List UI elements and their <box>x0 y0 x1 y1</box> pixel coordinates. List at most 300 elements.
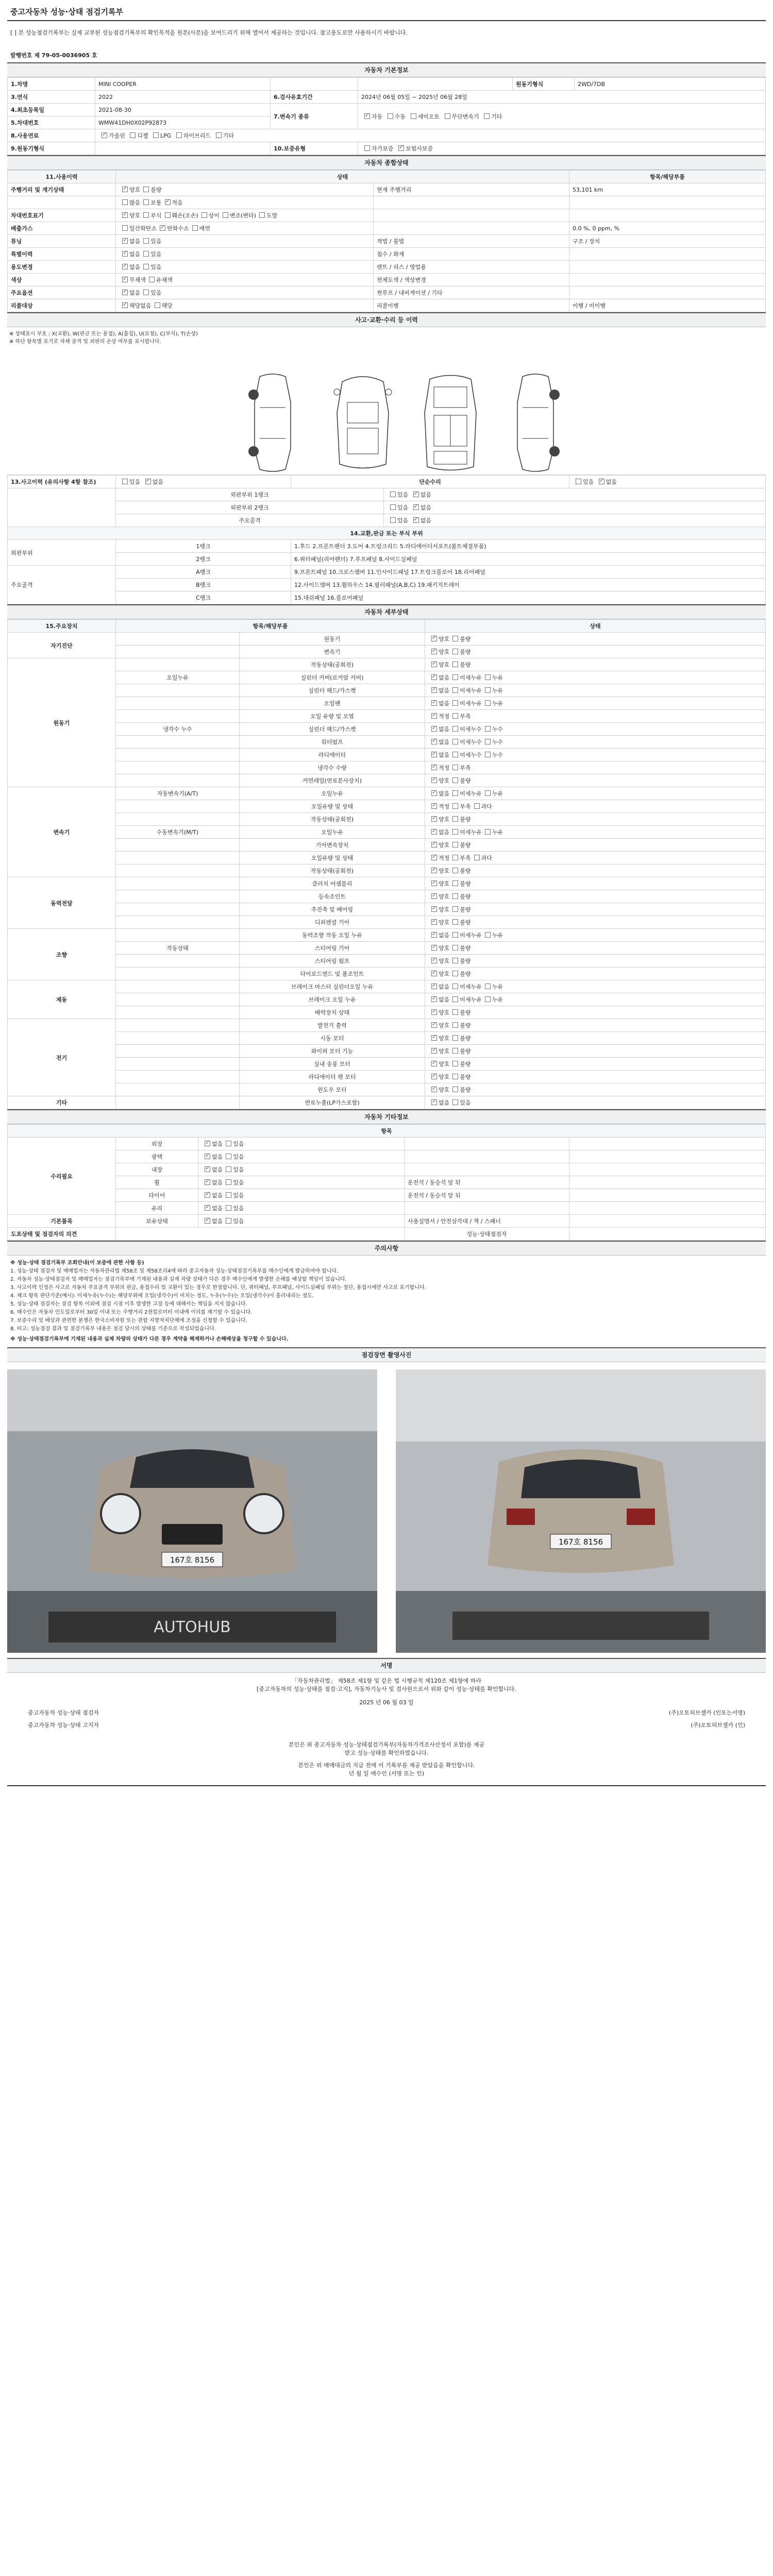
overall-row-options: ✓ 없음 있음 <box>116 286 374 299</box>
accident-table <box>7 475 766 604</box>
table-row: 기어변속장치 ✓ 양호 불량 <box>8 839 766 852</box>
checkbox <box>452 713 458 719</box>
overall-row-label: 용도변경 <box>8 261 116 274</box>
checkbox <box>165 212 171 218</box>
table-row: 수동변속기(M/T) 오일누유 ✓ 없음 미세누유 누유 <box>8 826 766 839</box>
table-row: 변속기 자동변속기(A/T) 오일누유 ✓ 없음 미세누유 누유 <box>8 787 766 800</box>
checkbox-checked <box>205 1205 210 1211</box>
checkbox-checked <box>364 113 370 119</box>
checkbox-checked <box>205 1218 210 1224</box>
checkbox <box>452 984 458 989</box>
checkbox <box>226 1141 231 1146</box>
table-row: 제동 브레이크 마스터 실린더오일 누유 ✓ 없음 미세누유 누유 <box>8 980 766 993</box>
table-row: 외판부위 1랭크 1.후드 2.프론트펜더 3.도어 4.트렁크리드 5.라디에이터서포트(볼트체결부품) <box>8 540 766 553</box>
table-row: 오일팬 ✓ 없음 미세누유 누유 <box>8 697 766 710</box>
table-row: 용도변경 ✓ 없음 있음 렌트 / 리스 / 영업용 <box>8 261 766 274</box>
table-row: 배출가스 일산화탄소✓ 탄화수소 매연 0.0 %, 0 ppm, % <box>8 222 766 235</box>
table-row <box>8 476 766 488</box>
section-details-header: 자동차 세부상태 <box>7 604 766 619</box>
checkbox-checked <box>205 1141 210 1146</box>
transmission-options: ✓ 자동 수동 세미오토 무단변속기 기타 <box>358 104 766 129</box>
checkbox <box>452 893 458 899</box>
details-row-options: ✓ 없음 미세누유 누유 <box>425 684 766 697</box>
front-photo <box>7 1369 377 1653</box>
overall-row-label: 주요옵션 <box>8 286 116 299</box>
table-row: 타이어 ✓ 없음 있음 운전석 / 동승석 앞 뒤 <box>8 1189 766 1202</box>
overall-row-label: 색상 <box>8 274 116 286</box>
table-row: 외판부위 2랭크 있음 ✓없음 <box>8 501 766 514</box>
overall-body <box>8 183 766 312</box>
checkbox-checked <box>431 958 437 963</box>
table-row: 브레이크 오일 누유 ✓ 없음 미세누유 누유 <box>8 993 766 1006</box>
checkbox-checked <box>431 1087 437 1092</box>
checkbox-checked <box>122 264 128 269</box>
checkbox <box>153 132 159 138</box>
details-row-options: ✓ 양호 불량 <box>425 633 766 646</box>
checkbox <box>149 277 155 282</box>
basic-label-validity: 6.검사유효기간 <box>271 91 358 104</box>
details-row-options: ✓ 양호 불량 <box>425 890 766 903</box>
details-row-options: ✓ 적정 부족 <box>425 761 766 774</box>
checkbox <box>452 765 458 770</box>
checkbox <box>143 290 149 295</box>
section-other-header: 자동차 기타정보 <box>7 1109 766 1124</box>
basic-label-engine: 원동기형식 <box>513 78 575 91</box>
checkbox <box>226 1179 231 1185</box>
checkbox <box>485 739 491 744</box>
overall-row-label: 주행거리 및 계기상태 <box>8 183 116 196</box>
overall-row-options: ✓ 없음 있음 <box>116 235 374 248</box>
simple-repair-options: 있음 ✓ 없음 <box>569 476 766 488</box>
inspector-opinion-label: 도포상태 및 점검자의 의견 <box>8 1228 116 1241</box>
checkbox-checked <box>431 1035 437 1041</box>
checkbox <box>452 726 458 732</box>
details-row-options: ✓ 양호 불량 <box>425 1019 766 1032</box>
table-row: 오일누유 실린더 커버(로커암 커버) ✓ 없음 미세누유 누유 <box>8 671 766 684</box>
table-row: 주요골격 있음 ✓없음 <box>8 514 766 527</box>
table-row: 리콜대상 ✓ 해당없음 해당 리콜이행 이행 / 미이행 <box>8 299 766 312</box>
checkbox-checked <box>431 868 437 873</box>
table-row: 추진축 및 베어링 ✓ 양호 불량 <box>8 903 766 916</box>
checkbox-checked <box>122 187 128 192</box>
details-row-options: ✓ 없음 미세누수 누수 <box>425 736 766 749</box>
checkbox-checked <box>431 906 437 912</box>
rear-photo <box>396 1369 766 1653</box>
warranty-options: 자가보증 ✓ 보험사보증 <box>358 142 766 155</box>
details-row-options: ✓ 양호 불량 <box>425 1045 766 1058</box>
document <box>7 0 766 1786</box>
overall-row-label: 배출가스 <box>8 222 116 235</box>
checkbox <box>452 1035 458 1041</box>
details-row-options: ✓ 적정 부족 과다 <box>425 852 766 865</box>
section-accident-header: 사고·교환·수리 등 이력 <box>7 312 766 327</box>
basic-label-vin: 5.차대번호 <box>8 116 95 129</box>
other-row-options: ✓ 없음 있음 <box>198 1189 405 1202</box>
checkbox <box>226 1154 231 1159</box>
other-row-options: ✓ 없음 있음 <box>198 1150 405 1163</box>
table-row: 외판부위 1랭크 있음 ✓없음 <box>8 488 766 501</box>
checkbox-checked <box>431 777 437 783</box>
checkbox <box>452 1099 458 1105</box>
table-row <box>8 104 766 116</box>
simple-repair-label: 단순수리 <box>291 476 569 488</box>
other-row-options: ✓ 없음 있음 <box>198 1215 405 1228</box>
basic-value-vin: WMW41DH0X02P92873 <box>95 116 271 129</box>
checkbox <box>388 113 393 119</box>
table-row: 실린더 헤드/가스켓 ✓ 없음 미세누유 누유 <box>8 684 766 697</box>
checkbox <box>143 187 149 192</box>
basic-value-engine: 2WD/7DB <box>575 78 766 91</box>
checkbox-checked <box>431 842 437 848</box>
table-row: 작동상태(공회전) ✓ 양호 불량 <box>8 865 766 877</box>
car-top-front-icon <box>327 371 399 474</box>
checkbox-checked <box>160 225 165 231</box>
car-top-rear-icon <box>414 371 486 474</box>
table-row: 전기 발전기 출력 ✓ 양호 불량 <box>8 1019 766 1032</box>
notice-text: [ ] 본 성능점검기록부는 실제 교부된 성능점검기록부의 확인목적을 원본(사본)을 보여드리기 위해 열어서 제공하는 것입니다. 참고용도로만 사용하시기 바랍니다. <box>10 29 408 36</box>
fuel-options: ✓ 가솔린 디젤 LPG 하이브리드 기타 <box>95 129 766 142</box>
basic-value-first-reg: 2021-08-30 <box>95 104 271 116</box>
checkbox <box>452 996 458 1002</box>
checkbox-checked <box>431 829 437 835</box>
table-row: 오일 유량 및 오염 ✓ 적정 부족 <box>8 710 766 723</box>
checkbox-checked <box>431 932 437 938</box>
table-row: 라디에이터 팬 모터 ✓ 양호 불량 <box>8 1071 766 1083</box>
details-row-options: ✓ 양호 불량 <box>425 865 766 877</box>
checkbox-checked <box>431 1009 437 1015</box>
overall-row-label: 튜닝 <box>8 235 116 248</box>
table-row: 기본품목 보유상태 ✓ 없음 있음 사용설명서 / 안전삼각대 / 잭 / 스패너 <box>8 1215 766 1228</box>
checkbox <box>485 829 491 835</box>
checkbox-checked <box>431 919 437 925</box>
details-group-label: 전기 <box>8 1019 116 1096</box>
overall-table <box>7 170 766 312</box>
basic-label-first-reg: 4.최초등록일 <box>8 104 95 116</box>
table-row: 동력전달 클러치 어셈블리 ✓ 양호 불량 <box>8 877 766 890</box>
checkbox <box>474 855 480 860</box>
checkbox-checked <box>122 302 128 308</box>
table-row <box>8 78 766 91</box>
table-row: 튜닝 ✓ 없음 있음 적법 / 불법 구조 / 장치 <box>8 235 766 248</box>
checkbox <box>452 739 458 744</box>
table-row: 작동상태(공회전) ✓ 양호 불량 <box>8 813 766 826</box>
checkbox <box>216 132 222 138</box>
checkbox <box>452 649 458 654</box>
checkbox-checked <box>431 649 437 654</box>
checkbox-checked <box>122 212 128 218</box>
checkbox-checked <box>431 700 437 706</box>
table-row: 자기진단 원동기 ✓ 양호 불량 <box>8 633 766 646</box>
overall-row-label: 특별이력 <box>8 248 116 261</box>
checkbox <box>452 1074 458 1079</box>
checkbox-checked <box>122 290 128 295</box>
buyer-signature-line: 년 월 일 매수인 (서명 또는 인) <box>348 1770 425 1777</box>
checkbox-checked <box>122 251 128 257</box>
checkbox <box>445 113 450 119</box>
checkbox <box>452 687 458 693</box>
overall-row-options: ✓ 해당없음 해당 <box>116 299 374 312</box>
car-diagram <box>7 346 766 475</box>
table-row: 내장 ✓ 없음 있음 <box>8 1163 766 1176</box>
checkbox-checked <box>431 803 437 809</box>
table-row <box>8 209 766 222</box>
photo-row <box>7 1362 766 1658</box>
table-row: 와이퍼 모터 기능 ✓ 양호 불량 <box>8 1045 766 1058</box>
checkbox <box>452 674 458 680</box>
table-row: B랭크 12.사이드멤버 13.휠하우스 14.필러패널(A,B,C) 19.패키지트레이 <box>8 579 766 591</box>
details-group-label: 동력전달 <box>8 877 116 929</box>
overall-row-label <box>8 196 116 209</box>
checkbox-checked <box>122 238 128 244</box>
legend: ※ 상태표시 부호 : X(교환), W(판금 또는 용접), A(흠집), U(요철), C(부식), T(손상) ※ 하단 항목별 표기로 차체 골격 및 외판의 손상 여부를 표시합니다. <box>9 331 198 345</box>
checkbox-checked <box>122 277 128 282</box>
table-row: 작동상태 스티어링 기어 ✓ 양호 불량 <box>8 942 766 955</box>
checkbox <box>452 842 458 848</box>
checkbox-checked <box>431 726 437 732</box>
details-table <box>7 619 766 1109</box>
checkbox-checked <box>431 855 437 860</box>
checkbox-checked <box>431 893 437 899</box>
basic-value-year: 2022 <box>95 91 271 104</box>
checkbox <box>192 225 198 231</box>
table-row: 도포상태 및 점검자의 의견 성능·상태점검자 <box>8 1228 766 1241</box>
checkbox <box>143 212 149 218</box>
checkbox-checked <box>431 1048 437 1054</box>
details-row-options: ✓ 없음 미세누수 누수 <box>425 723 766 736</box>
table-header-row: 11.사용이력 상태 항목/해당부품 <box>8 171 766 183</box>
table-row: 특별이력 ✓ 없음 있음 침수 / 화재 <box>8 248 766 261</box>
checkbox <box>484 113 490 119</box>
basic-label-warranty: 10.보증유형 <box>271 142 358 155</box>
details-row-options: ✓ 없음 미세누유 누유 <box>425 826 766 839</box>
checkbox <box>452 958 458 963</box>
checkbox <box>226 1218 231 1224</box>
checkbox <box>485 790 491 796</box>
checkbox-checked <box>431 765 437 770</box>
table-row: 워터펌프 ✓ 없음 미세누수 누수 <box>8 736 766 749</box>
overall-row-options: ✓ 양호 부식 훼손(오손) 상이 변조(변타) 도말 <box>116 209 374 222</box>
checkbox <box>452 777 458 783</box>
checkbox <box>364 145 370 151</box>
basic-info-table <box>7 77 766 155</box>
checkbox <box>452 906 458 912</box>
accident-history-label: 13.사고이력 (유의사항 4항 참조) <box>8 476 116 488</box>
checkbox-checked <box>431 674 437 680</box>
outer-parts-label: 14.교환,판금 또는 부식 부위 <box>8 527 766 540</box>
checkbox <box>452 945 458 951</box>
table-row: 색상 ✓ 무채색 유채색 전체도색 / 색상변경 <box>8 274 766 286</box>
table-row <box>8 142 766 155</box>
checkbox-checked <box>431 1074 437 1079</box>
table-row: 수리필요 외장 ✓ 없음 있음 <box>8 1138 766 1150</box>
table-row: 냉각수 수량 ✓ 적정 부족 <box>8 761 766 774</box>
checkbox-checked <box>165 199 171 205</box>
checkbox-checked <box>431 971 437 976</box>
details-row-options: ✓ 양호 불량 <box>425 1006 766 1019</box>
details-row-options: ✓ 양호 불량 <box>425 646 766 658</box>
basic-label-fuel: 8.사용연료 <box>8 129 95 142</box>
table-row: 주행거리 및 계기상태 ✓ 양호 불량 현재 주행거리 53,101 km <box>8 183 766 196</box>
basic-label-year: 3.연식 <box>8 91 95 104</box>
table-row <box>8 129 766 142</box>
table-row: 기타 연료누출(LP가스포함) ✓ 없음 있음 <box>8 1096 766 1109</box>
table-row <box>8 196 766 209</box>
table-row: 휠 ✓ 없음 있음 운전석 / 동승석 앞 뒤 <box>8 1176 766 1189</box>
checkbox <box>452 1061 458 1066</box>
checkbox <box>485 932 491 938</box>
section-photos-header: 점검장면 촬영사진 <box>7 1347 766 1362</box>
checkbox <box>452 803 458 809</box>
checkbox <box>485 687 491 693</box>
details-row-options: ✓ 없음 미세누수 누수 <box>425 749 766 761</box>
checkbox-checked <box>431 1022 437 1028</box>
details-row-options: ✓ 양호 불량 <box>425 658 766 671</box>
document-title: 중고자동차 성능·상태 점검기록부 <box>7 0 766 21</box>
other-body <box>8 1138 766 1228</box>
checkbox-checked <box>431 816 437 822</box>
overall-row-label: 리콜대상 <box>8 299 116 312</box>
table-row: 디퍼렌셜 기어 ✓ 양호 불량 <box>8 916 766 929</box>
checkbox <box>485 984 491 989</box>
checkbox <box>485 996 491 1002</box>
checkbox-checked <box>431 687 437 693</box>
checkbox <box>223 212 228 218</box>
table-row: 주요골격 A랭크 9.프론트패널 10.크로스멤버 11.인사이드패널 17.트렁크플로어 18.리어패널 <box>8 566 766 579</box>
details-row-options: ✓ 양호 불량 <box>425 942 766 955</box>
basic-label-motor: 9.원동기형식 <box>8 142 95 155</box>
checkbox-checked <box>205 1166 210 1172</box>
details-row-options: ✓ 양호 불량 <box>425 903 766 916</box>
other-row-options: ✓ 없음 있음 <box>198 1163 405 1176</box>
other-row-options: ✓ 없음 있음 <box>198 1176 405 1189</box>
other-row-options: ✓ 없음 있음 <box>198 1138 405 1150</box>
checkbox <box>452 816 458 822</box>
checkbox <box>485 674 491 680</box>
details-group-label: 제동 <box>8 980 116 1019</box>
checkbox <box>452 1009 458 1015</box>
checkbox <box>452 855 458 860</box>
details-row-options: ✓ 없음 미세누유 누유 <box>425 980 766 993</box>
overall-row-label: 차대번호표기 <box>8 209 116 222</box>
checkbox <box>130 132 136 138</box>
details-row-options: ✓ 양호 불량 <box>425 1083 766 1096</box>
table-row: 주요옵션 ✓ 없음 있음 썬루프 / 내비게이션 / 기타 <box>8 286 766 299</box>
checkbox <box>452 919 458 925</box>
checkbox-checked <box>431 636 437 641</box>
details-row-options: ✓ 양호 불량 <box>425 1058 766 1071</box>
checkbox <box>452 829 458 835</box>
details-row-options: ✓ 양호 불량 <box>425 813 766 826</box>
table-row: 원동기 작동상태(공회전) ✓ 양호 불량 <box>8 658 766 671</box>
table-row: 윈도우 모터 ✓ 양호 불량 <box>8 1083 766 1096</box>
checkbox <box>452 636 458 641</box>
details-row-options: ✓ 양호 불량 <box>425 774 766 787</box>
rear-plate-text: 167호 8156 <box>558 1537 603 1547</box>
checkbox <box>122 199 128 205</box>
overall-row-options: ✓ 없음 있음 <box>116 248 374 261</box>
checkbox <box>452 868 458 873</box>
checkbox <box>226 1192 231 1198</box>
checkbox <box>452 752 458 757</box>
checkbox <box>155 302 160 308</box>
checkbox <box>452 1048 458 1054</box>
table-row: 2랭크 6.쿼터패널(리어펜더) 7.루프패널 8.사이드실패널 <box>8 553 766 566</box>
checkbox <box>226 1205 231 1211</box>
details-row-options: ✓ 양호 불량 <box>425 1032 766 1045</box>
table-row <box>8 91 766 104</box>
table-row: 오일유량 및 상태 ✓ 적정 부족 과다 <box>8 852 766 865</box>
notes: ※ 성능·상태 점검기록부 조회안내(이 보증에 관한 사항 등) 1. 성능·상태 점검자 및 매매업자는 자동차관리법 제58조 및 제58조의4에 따라 중고자동차 성능·상태점검기록부를 매수인에게 발급하여야 합니다. 2. 자동차 성능·상태점검자 및 매매업자는 점검기록부에 기재된 내용과 실제 차량 상태가 다른 경우 매수인에게 발생한 손해를 배상할 책임이 있습니다. 3. 사고이력 인정은 사고로 자동차 주요골격 부위의 판금, 용접수리 및 교환이 있는 경우로 한정합니다. 단, 쿼터패널, 루프패널, 사이드실패널 부위는 절단, 용접시에만 사고로 표기합니다. 4. 체크 항목 판단기준(예시): 미세누유(누수)는 해당부위에 오일(냉각수)이 비치는 정도, 누유(누수)는 오일(냉각수)이 흘러내리는 정도. 5. 성능·상태 점검자는 점검 항목 이외에 점검 시점 이후 발생한 고장 등에 대해서는 책임을 지지 않습니다. 6. 매수인은 자동차 인도일로부터 30일 이내 또는 주행거리 2천킬로미터 이내에 이의를 제기할 수 있습니다. 7. 보증수리 및 배상과 관련한 분쟁은 한국소비자원 또는 관할 지방자치단체에 조정을 신청할 수 있습니다. 8. 비고: 성능점검 결과 및 점검기록부 내용은 점검 당시의 상태를 기준으로 작성되었습니다. ※ 성능·상태점검기록부에 기재된 내용과 실제 차량의 상태가 다른 경우 계약을 해제하거나 손해배상을 청구할 수 있습니다. <box>10 1260 426 1342</box>
checkbox <box>176 132 182 138</box>
checkbox <box>452 880 458 886</box>
overall-row-options: ✓ 양호 불량 <box>116 183 374 196</box>
details-group-label: 기타 <box>8 1096 116 1109</box>
details-row-options: ✓ 없음 미세누유 누유 <box>425 929 766 942</box>
basic-value-validity: 2024년 06월 05일 ~ 2025년 06월 28일 <box>358 91 766 104</box>
checkbox-checked <box>398 145 404 151</box>
details-row-options: ✓ 양호 불량 <box>425 955 766 968</box>
section-basic-header: 자동차 기본정보 <box>7 62 766 77</box>
overall-row-options: ✓ 무채색 유채색 <box>116 274 374 286</box>
table-row: 커먼레일(연료분사장치) ✓ 양호 불량 <box>8 774 766 787</box>
checkbox <box>143 264 149 269</box>
details-row-options: ✓ 없음 미세누유 누유 <box>425 993 766 1006</box>
checkbox-checked <box>431 1099 437 1105</box>
details-group-label: 변속기 <box>8 787 116 877</box>
overall-row-options: ✓ 없음 있음 <box>116 261 374 274</box>
checkbox <box>452 971 458 976</box>
details-group-label: 자기진단 <box>8 633 116 658</box>
checkbox-checked <box>102 132 107 138</box>
details-row-options: ✓ 없음 미세누유 누유 <box>425 697 766 710</box>
signature-date: 2025 년 06 월 03 일 <box>359 1699 414 1706</box>
details-body <box>8 633 766 1109</box>
table-row: 유리 ✓ 없음 있음 <box>8 1202 766 1215</box>
checkbox-checked <box>431 662 437 667</box>
car-left-side-icon <box>239 371 306 474</box>
checkbox <box>485 700 491 706</box>
basic-label-transmission: 7.변속기 종류 <box>271 104 358 129</box>
checkbox <box>143 199 149 205</box>
details-group-label: 원동기 <box>8 658 116 787</box>
checkbox-checked <box>431 1061 437 1066</box>
details-row-options: ✓ 없음 미세누유 누유 <box>425 787 766 800</box>
details-row-options: ✓ 양호 불량 <box>425 968 766 980</box>
checkbox <box>485 752 491 757</box>
checkbox-checked <box>431 880 437 886</box>
checkbox-checked <box>205 1154 210 1159</box>
document-number: 발행번호 제 79-05-0036905 호 <box>10 52 97 59</box>
details-row-options: ✓ 없음 있음 <box>425 1096 766 1109</box>
table-row: 라디에이터 ✓ 없음 미세누수 누수 <box>8 749 766 761</box>
table-header-row: 15.주요장치 항목/해당부품 상태 <box>8 620 766 633</box>
checkbox <box>452 700 458 706</box>
overall-row-options: 일산화탄소✓ 탄화수소 매연 <box>116 222 374 235</box>
checkbox-checked <box>205 1179 210 1185</box>
checkbox <box>226 1166 231 1172</box>
car-right-side-icon <box>502 371 569 474</box>
table-row: 변속기 ✓ 양호 불량 <box>8 646 766 658</box>
other-row-options: ✓ 없음 있음 <box>198 1202 405 1215</box>
details-row-options: ✓ 양호 불량 <box>425 916 766 929</box>
details-row-options: ✓ 양호 불량 <box>425 1071 766 1083</box>
table-row: 배력장치 상태 ✓ 양호 불량 <box>8 1006 766 1019</box>
table-row: 시동 모터 ✓ 양호 불량 <box>8 1032 766 1045</box>
checkbox <box>452 1087 458 1092</box>
checkbox <box>143 251 149 257</box>
checkbox-checked <box>431 996 437 1002</box>
table-row: 오일유량 및 상태 ✓ 적정 부족 과다 <box>8 800 766 813</box>
